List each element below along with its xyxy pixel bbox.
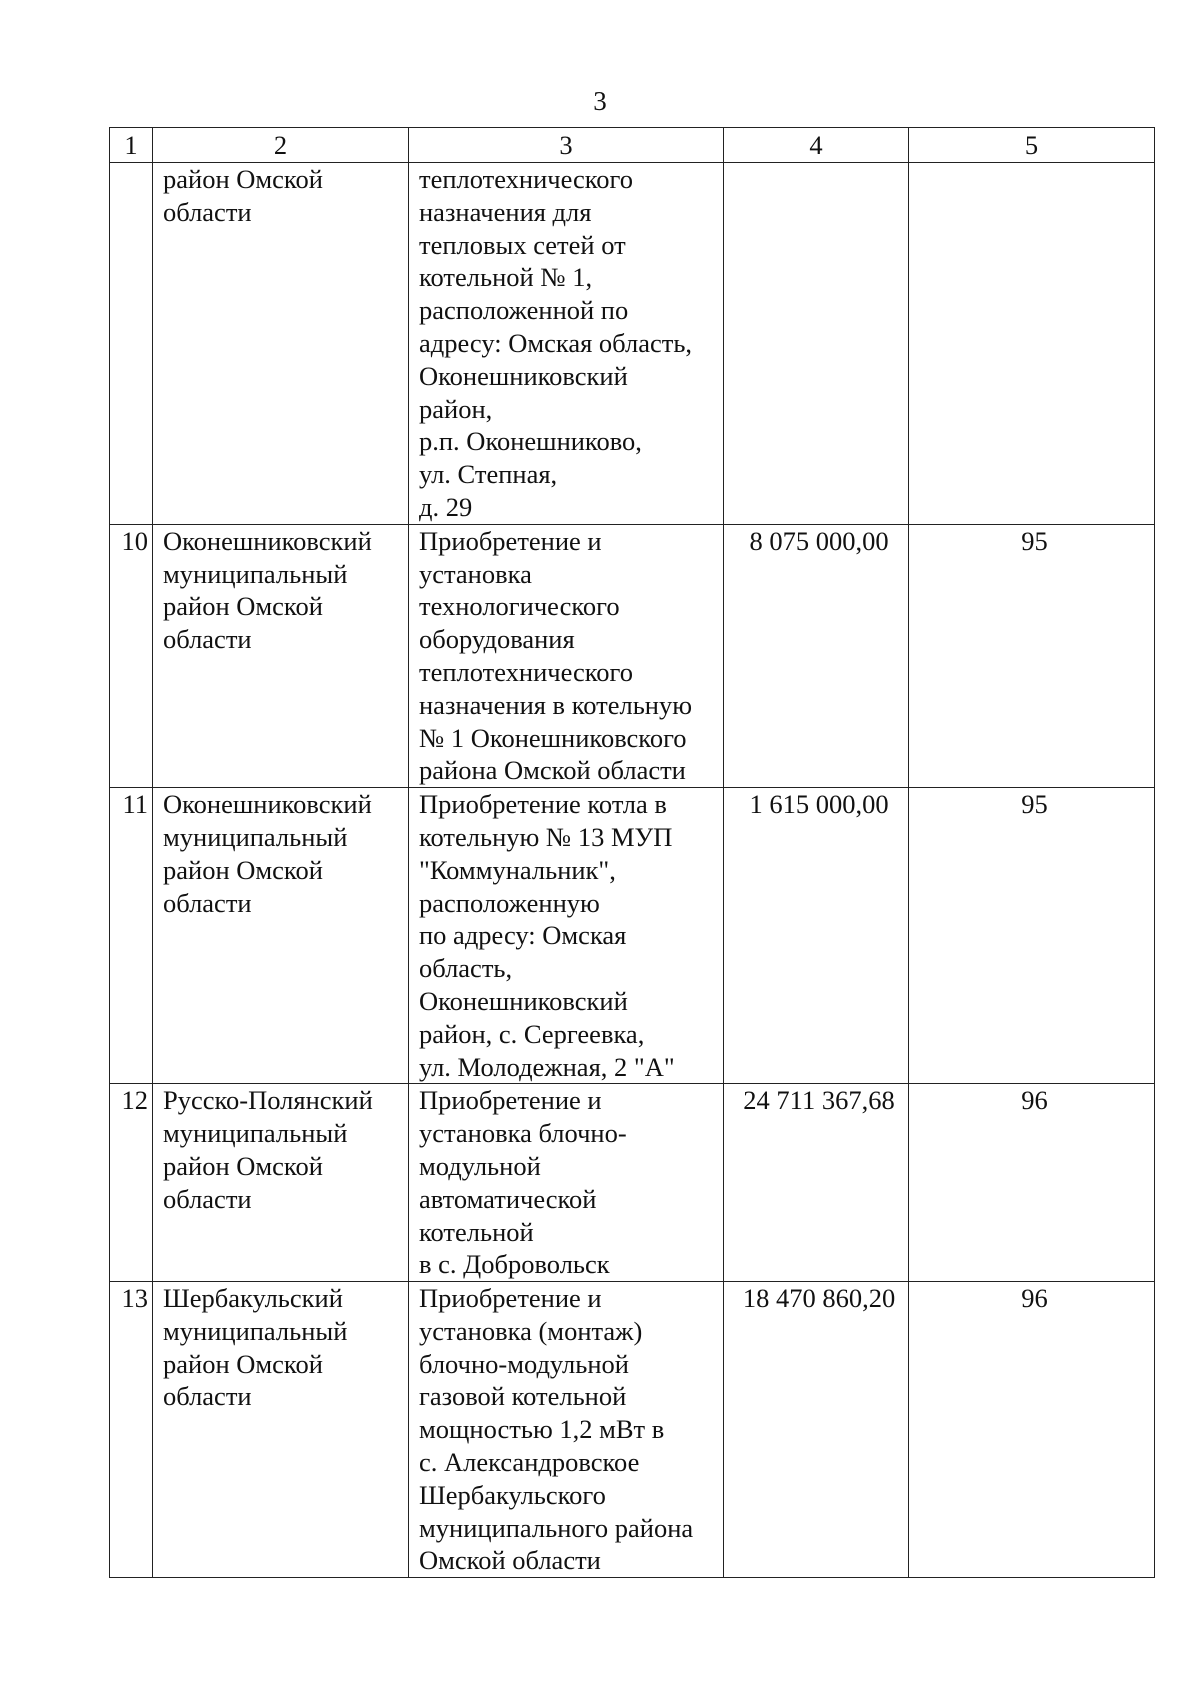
column-header-5: 5 [909,128,1155,163]
description-line: "Коммунальник", [419,854,616,885]
description-line: мощностью 1,2 мВт в [419,1414,665,1445]
description-cell [409,524,724,787]
row-number: 11 [110,788,153,1084]
description-line: котельной № 1, [419,262,593,293]
description-cell [409,1084,724,1282]
description-line: Приобретение и [419,1085,602,1116]
description-line: область, [419,953,513,984]
description-line: д. 29 [419,491,473,522]
table-row [110,524,1155,787]
municipality-line: Русско-Полянский [163,1085,373,1116]
municipality-line: области [163,1381,252,1412]
description-line: Приобретение котла в [419,789,667,820]
description-line: ул. Степная, [419,459,558,490]
percent-cell: 96 [909,1084,1155,1282]
description-line: установка (монтаж) [419,1315,643,1346]
amount-cell: 18 470 860,20 [724,1282,909,1578]
table-row [110,1084,1155,1282]
description-line: назначения для [419,196,592,227]
description-line: в с. Добровольск [419,1249,610,1280]
municipality-line: муниципальный [163,1118,348,1149]
description-line: модульной [419,1150,541,1181]
municipality-cell [153,163,409,525]
column-header-2: 2 [153,128,409,163]
municipality-line: район Омской [163,1348,323,1379]
amount-cell: 8 075 000,00 [724,524,909,787]
column-header-1: 1 [110,128,153,163]
description-line: назначения в котельную [419,689,693,720]
municipality-line: район Омской [163,854,323,885]
description-line: с. Александровское [419,1447,640,1478]
municipality-line: район Омской [163,164,323,194]
percent-cell: 95 [909,524,1155,787]
description-line: адресу: Омская область, [419,327,693,358]
description-line: оборудования [419,624,575,655]
description-cell [409,163,724,525]
description-line: расположенной по [419,295,629,326]
description-line: ул. Молодежная, 2 "А" [419,1051,675,1082]
description-line: технологического [419,591,620,622]
amount-cell: 24 711 367,68 [724,1084,909,1282]
description-line: газовой котельной [419,1381,627,1412]
municipality-line: район Омской [163,1150,323,1181]
municipality-line: район Омской [163,591,323,622]
municipality-line: муниципальный [163,558,348,589]
description-line: установка блочно- [419,1118,627,1149]
municipality-line: Шербакульский [163,1283,343,1314]
description-line: котельную № 13 МУП [419,821,673,852]
row-number: 12 [110,1084,153,1282]
percent-cell [909,163,1155,525]
row-number: 13 [110,1282,153,1578]
amount-cell [724,163,909,525]
description-line: Оконешниковский [419,360,628,391]
municipality-line: Оконешниковский [163,789,372,820]
header-row [110,128,1155,163]
description-line: теплотехнического [419,164,634,194]
description-line: Оконешниковский [419,985,628,1016]
description-line: Приобретение и [419,525,602,556]
table-body [110,163,1155,1578]
municipality-line: Оконешниковский [163,525,372,556]
municipality-line: области [163,624,252,655]
row-number: 10 [110,524,153,787]
description-line: теплотехнического [419,656,634,687]
description-line: района Омской области [419,755,686,786]
column-header-3: 3 [409,128,724,163]
description-line: котельной [419,1216,534,1247]
description-line: муниципального района [419,1512,694,1543]
description-cell [409,788,724,1084]
municipality-line: муниципальный [163,821,348,852]
description-line: район, с. Сергеевка, [419,1018,645,1049]
description-cell [409,1282,724,1578]
municipality-line: области [163,196,252,227]
column-header-4: 4 [724,128,909,163]
subsidy-table [109,127,1155,1578]
description-line: автоматической [419,1183,597,1214]
description-line: № 1 Оконешниковского [419,722,687,753]
description-line: район, [419,393,493,424]
table-row [110,1282,1155,1578]
municipality-line: муниципальный [163,1315,348,1346]
row-number [110,163,153,525]
description-line: Шербакульского [419,1479,606,1510]
municipality-cell [153,788,409,1084]
table-row [110,163,1155,525]
description-line: Приобретение и [419,1283,602,1314]
description-line: р.п. Оконешниково, [419,426,642,457]
municipality-cell [153,524,409,787]
amount-cell: 1 615 000,00 [724,788,909,1084]
description-line: тепловых сетей от [419,229,626,260]
percent-cell: 96 [909,1282,1155,1578]
page-number: 3 [593,86,607,116]
table-row [110,788,1155,1084]
description-line: установка [419,558,532,589]
municipality-line: области [163,1183,252,1214]
municipality-line: области [163,887,252,918]
description-line: по адресу: Омская [419,920,627,951]
municipality-cell [153,1282,409,1578]
municipality-cell [153,1084,409,1282]
percent-cell: 95 [909,788,1155,1084]
description-line: расположенную [419,887,600,918]
description-line: блочно-модульной [419,1348,629,1379]
description-line: Омской области [419,1545,601,1576]
